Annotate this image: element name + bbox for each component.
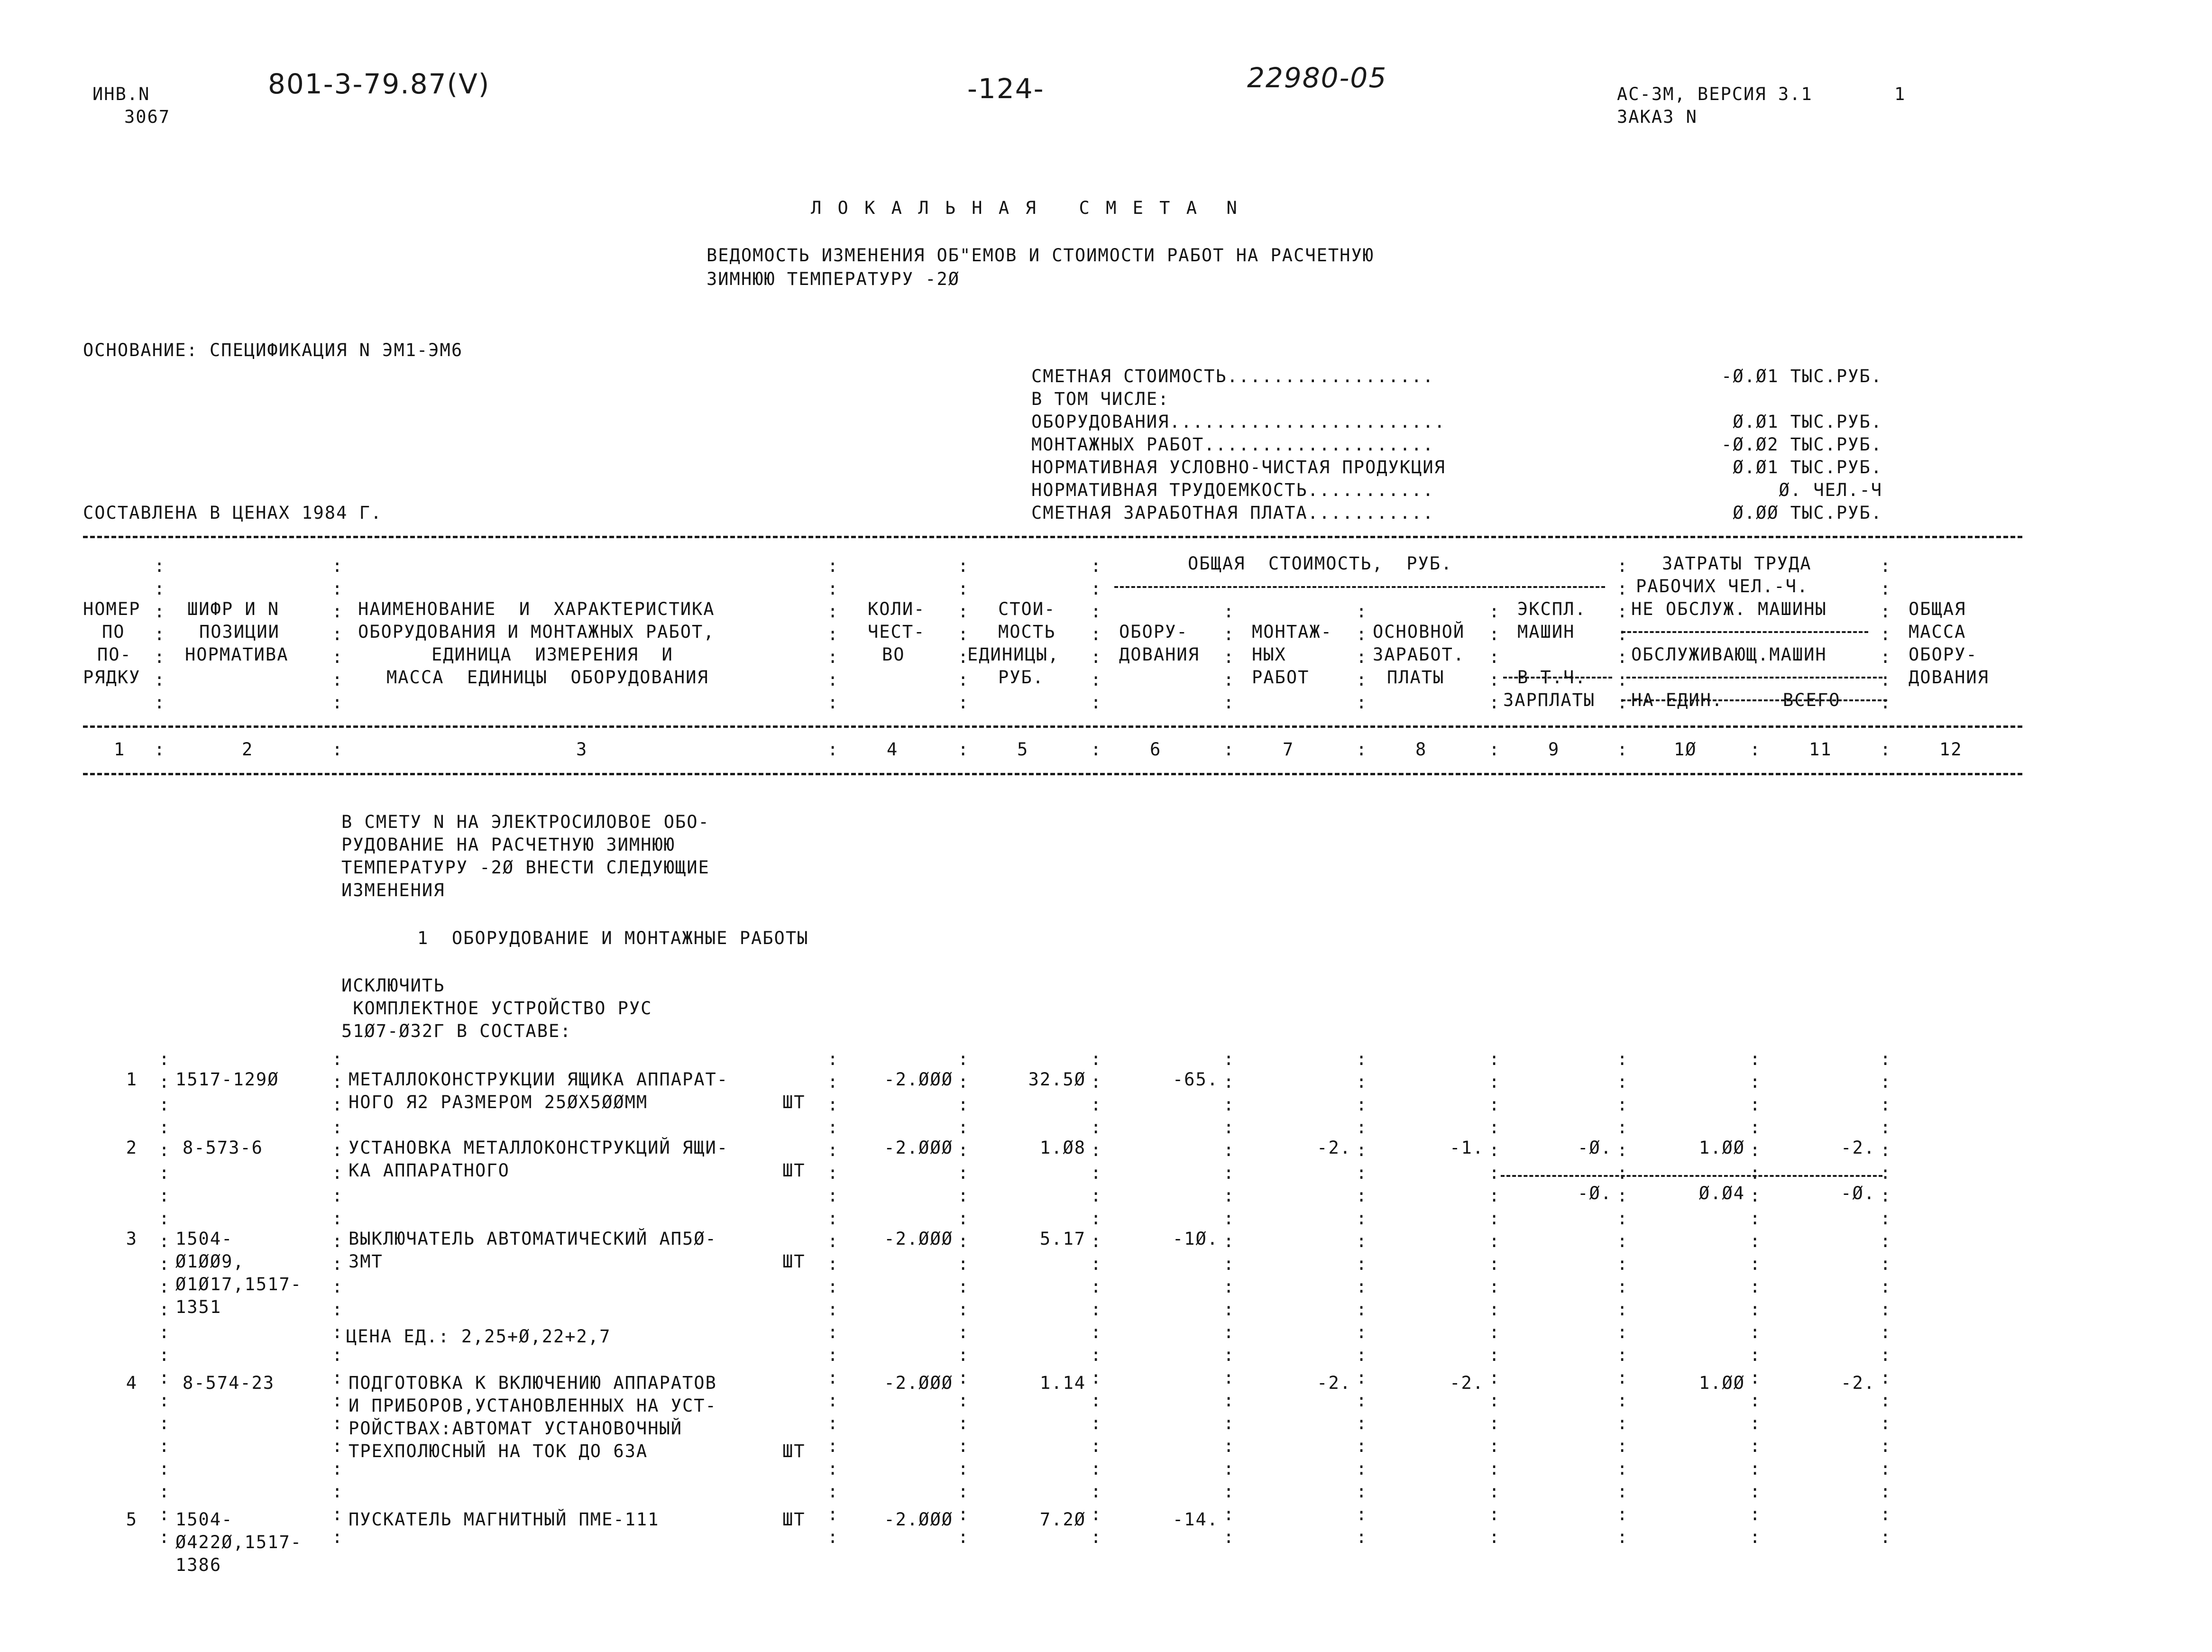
col-separator: : : : : :: [1489, 601, 1501, 713]
row-unit: ШТ: [782, 1251, 806, 1272]
col-separator: :: [1356, 739, 1368, 760]
row-equipment-cost: -1Ø.: [1172, 1229, 1219, 1249]
row-number: 4: [126, 1373, 138, 1393]
col8-header: ПЛАТЫ: [1387, 667, 1445, 688]
row-code: 1386: [175, 1555, 222, 1575]
summary-value: -Ø.Ø1 ТЫС.РУБ.: [1721, 366, 1882, 386]
col1-header: ПО: [102, 622, 125, 642]
col11-header: ВСЕГО: [1783, 690, 1841, 710]
column-number: 9: [1548, 739, 1560, 760]
row-base-wage: -2.: [1450, 1373, 1484, 1393]
row-number: 3: [126, 1229, 138, 1249]
row-code: 1504-: [175, 1229, 233, 1249]
column-number: 4: [887, 739, 899, 760]
col-separator: :: [332, 739, 344, 760]
col-separator: : : : : : : :: [958, 556, 970, 713]
col5-header: МОСТЬ: [998, 622, 1056, 642]
col-separator: :: [1223, 739, 1235, 760]
row-quantity: -2.ØØØ: [884, 1138, 953, 1158]
col9-header: В Т.Ч.: [1517, 667, 1587, 688]
col-separator: : : : : :: [1223, 601, 1235, 713]
row-unit: ШТ: [782, 1441, 806, 1461]
row-unit-price: 1.Ø8: [1039, 1138, 1086, 1158]
row-unit-price: 5.17: [1039, 1229, 1086, 1249]
row-number: 1: [126, 1069, 138, 1090]
row-quantity: -2.ØØØ: [884, 1373, 953, 1393]
col7-header: РАБОТ: [1252, 667, 1310, 688]
summary-label: МОНТАЖНЫХ РАБОТ....................: [1031, 434, 1434, 455]
row-unit-price: 1.14: [1039, 1373, 1086, 1393]
row-name: УСТАНОВКА МЕТАЛЛОКОНСТРУКЦИЙ ЯЩИ-: [349, 1138, 729, 1158]
row-labor-total: -2.: [1841, 1373, 1875, 1393]
table-header-bottom-rule: [83, 725, 2022, 728]
inventory-number: 3067: [124, 107, 171, 127]
row-code: 1504-: [175, 1509, 233, 1530]
col-separator: :: [1750, 739, 1762, 760]
row-unit-price: 32.5Ø: [1028, 1069, 1086, 1090]
row-unit-price: 7.2Ø: [1039, 1509, 1086, 1530]
col-separator: :: [1091, 739, 1102, 760]
row-code: 1517-129Ø: [175, 1069, 279, 1090]
handwritten-doc-number: 801-3-79.87(V): [268, 68, 490, 100]
labor-sub-rule: [1626, 677, 1882, 679]
col6-header: ОБОРУ-: [1119, 622, 1188, 642]
cost-group-header: ОБЩАЯ СТОИМОСТЬ, РУБ.: [1188, 553, 1453, 574]
col-separator: : : : : : : :: [1091, 556, 1102, 713]
col8-header: ОСНОВНОЙ: [1373, 622, 1465, 642]
labor-group-header: РАБОЧИХ ЧЕЛ.-Ч.: [1636, 576, 1809, 597]
col-separator: : : : : : : :: [154, 556, 166, 713]
col4-header: ВО: [882, 644, 905, 665]
column-numbers-bottom-rule: [83, 773, 2022, 775]
row-code: 8-573-6: [183, 1138, 263, 1158]
intro-line: В СМЕТУ N НА ЭЛЕКТРОСИЛОВОЕ ОБО-: [341, 812, 710, 832]
col-separator: : : : : : : :: [827, 556, 839, 713]
col9-header: ЗАРПЛАТЫ: [1503, 690, 1596, 710]
exclude-line: КОМПЛЕКТНОЕ УСТРОЙСТВО РУС: [341, 998, 652, 1019]
col3-header: НАИМЕНОВАНИЕ И ХАРАКТЕРИСТИКА: [358, 599, 715, 619]
row-equipment-cost: -65.: [1172, 1069, 1219, 1090]
col4-header: КОЛИ-: [868, 599, 926, 619]
col-separator: : : : : : : : : : : : : : : : : : : : : : :: [958, 1049, 970, 1547]
col12-header: ДОВАНИЯ: [1909, 667, 1989, 688]
col-separator: : : : : : : : : : : : : : : : : : : : : : :: [1489, 1049, 1501, 1547]
row-name: ПУСКАТЕЛЬ МАГНИТНЫЙ ПМЕ-111: [349, 1509, 660, 1530]
row-name: МЕТАЛЛОКОНСТРУКЦИИ ЯЩИКА АППАРАТ-: [349, 1069, 729, 1090]
col12-header: МАССА: [1909, 622, 1966, 642]
col-separator: :: [958, 739, 970, 760]
col1-header: ПО-: [97, 644, 132, 665]
col-separator: :: [1617, 739, 1629, 760]
row-unit: ШТ: [782, 1092, 806, 1112]
col-separator: : : : : : : : : : : : : : : : : : : : : : :: [1750, 1049, 1762, 1547]
column-number: 5: [1017, 739, 1029, 760]
col7-header: МОНТАЖ-: [1252, 622, 1332, 642]
col12-header: ОБЩАЯ: [1909, 599, 1966, 619]
col12-header: ОБОРУ-: [1909, 644, 1978, 665]
intro-line: РУДОВАНИЕ НА РАСЧЕТНУЮ ЗИМНЮЮ: [341, 835, 676, 855]
col-separator: : : : : : : : : : : : : : : : : : : : : : :: [1223, 1049, 1235, 1547]
summary-label: НОРМАТИВНАЯ УСЛОВНО-ЧИСТАЯ ПРОДУКЦИЯ: [1031, 457, 1446, 477]
summary-label: СМЕТНАЯ СТОИМОСТЬ..................: [1031, 366, 1434, 386]
column-number: 7: [1283, 739, 1294, 760]
col-separator: : : : : : : : : : : : : : : : : : : : : : :: [1356, 1049, 1368, 1547]
row-name: ТРЕХПОЛЮСНЫЙ НА ТОК ДО 63А: [349, 1441, 648, 1461]
exclude-line: 51Ø7-Ø32Г В СОСТАВЕ:: [341, 1021, 572, 1041]
column-number: 1: [114, 739, 126, 760]
row-quantity: -2.ØØØ: [884, 1509, 953, 1530]
row-price-note: ЦЕНА ЕД.: 2,25+Ø,22+2,7: [346, 1326, 611, 1347]
row-installation-cost: -2.: [1317, 1373, 1351, 1393]
col6-header: ДОВАНИЯ: [1119, 644, 1200, 665]
handwritten-stamp-number: 22980-05: [1247, 62, 1387, 94]
row-labor-total: -2.: [1841, 1138, 1875, 1158]
row-unit: ШТ: [782, 1509, 806, 1530]
col-separator: :: [1489, 739, 1501, 760]
column-number: 2: [242, 739, 254, 760]
row-name: 3МТ: [349, 1251, 383, 1272]
col3-header: МАССА ЕДИНИЦЫ ОБОРУДОВАНИЯ: [386, 667, 709, 688]
summary-value: Ø.Ø1 ТЫС.РУБ.: [1733, 457, 1882, 477]
intro-line: ИЗМЕНЕНИЯ: [341, 880, 445, 900]
row-machine-cost: -Ø.: [1578, 1138, 1612, 1158]
col-separator: : : : : : : : : : : : : : : : : : : : : : :: [1617, 1049, 1629, 1547]
row-code: 1351: [175, 1297, 222, 1317]
col-separator: : : : : :: [1356, 601, 1368, 713]
program-page: 1: [1894, 84, 1906, 104]
summary-label: В ТОМ ЧИСЛЕ:: [1031, 389, 1170, 409]
row-name: ПОДГОТОВКА К ВКЛЮЧЕНИЮ АППАРАТОВ: [349, 1373, 717, 1393]
col5-header: ЕДИНИЦЫ,: [967, 644, 1060, 665]
summary-value: -Ø.Ø2 ТЫС.РУБ.: [1721, 434, 1882, 455]
row-machine-labor-per-unit: Ø.Ø4: [1698, 1183, 1745, 1203]
col2-header: ШИФР И N: [187, 599, 280, 619]
intro-line: ТЕМПЕРАТУРУ -2Ø ВНЕСТИ СЛЕДУЮЩИЕ: [341, 857, 710, 878]
column-number: 12: [1939, 739, 1963, 760]
row-number: 2: [126, 1138, 138, 1158]
row-installation-cost: -2.: [1317, 1138, 1351, 1158]
labor-sub-rule: [1622, 631, 1868, 633]
col2-header: ПОЗИЦИИ: [199, 622, 280, 642]
summary-value: Ø.ØØ ТЫС.РУБ.: [1733, 503, 1882, 523]
col2-header: НОРМАТИВА: [185, 644, 289, 665]
row-unit: ШТ: [782, 1160, 806, 1181]
column-number: 1Ø: [1674, 739, 1697, 760]
labor-sub-header: ОБСЛУЖИВАЮЩ.МАШИН: [1631, 644, 1827, 665]
row-code: 8-574-23: [183, 1373, 275, 1393]
col9-header: ЭКСПЛ.: [1517, 599, 1587, 619]
col1-header: РЯДКУ: [83, 667, 141, 688]
row-code: Ø1ØØ9,: [175, 1251, 245, 1272]
summary-label: НОРМАТИВНАЯ ТРУДОЕМКОСТЬ...........: [1031, 480, 1434, 500]
row-quantity: -2.ØØØ: [884, 1229, 953, 1249]
col-separator: : : : : : : : : : : : : : : : : : : : : : :: [159, 1049, 171, 1547]
col-separator: : : : : : : :: [332, 556, 344, 713]
column-number: 6: [1150, 739, 1162, 760]
summary-value: Ø.Ø1 ТЫС.РУБ.: [1733, 412, 1882, 432]
summary-value: Ø. ЧЕЛ.-Ч: [1779, 480, 1882, 500]
prices-year-line: СОСТАВЛЕНА В ЦЕНАХ 1984 Г.: [83, 503, 383, 523]
row-code: Ø422Ø,1517-: [175, 1532, 303, 1552]
row-labor-per-unit: 1.ØØ: [1698, 1373, 1745, 1393]
col8-header: ЗАРАБОТ.: [1373, 644, 1465, 665]
row-code: Ø1Ø17,1517-: [175, 1274, 303, 1294]
col3-header: ОБОРУДОВАНИЯ И МОНТАЖНЫХ РАБОТ,: [358, 622, 715, 642]
column-number: 8: [1415, 739, 1427, 760]
col5-header: СТОИ-: [998, 599, 1056, 619]
col9-header: МАШИН: [1517, 622, 1575, 642]
col-separator: : : : : : : :: [1617, 556, 1629, 713]
page-number: -124-: [967, 73, 1045, 105]
row-base-wage: -1.: [1450, 1138, 1484, 1158]
document-subtitle-line1: ВЕДОМОСТЬ ИЗМЕНЕНИЯ ОБ"ЕМОВ И СТОИМОСТИ РАБОТ НА РАСЧЕТНУЮ: [707, 245, 1375, 266]
col-separator: :: [1880, 739, 1892, 760]
col-separator: : : : : : : : : : : : : : : : : : : : : : :: [827, 1049, 839, 1547]
row-equipment-cost: -14.: [1172, 1509, 1219, 1530]
col10-header: НА ЕДИН.: [1631, 690, 1724, 710]
program-version: АС-3М, ВЕРСИЯ 3.1: [1617, 84, 1813, 104]
exclude-line: ИСКЛЮЧИТЬ: [341, 975, 445, 996]
table-top-rule: [83, 536, 2022, 538]
col1-header: НОМЕР: [83, 599, 141, 619]
col-separator: :: [827, 739, 839, 760]
row-name: РОЙСТВАХ:АВТОМАТ УСТАНОВОЧНЫЙ: [349, 1418, 683, 1439]
document-subtitle-line2: ЗИМНЮЮ ТЕМПЕРАТУРУ -2Ø: [707, 269, 960, 289]
cost-group-rule: [1114, 586, 1605, 588]
inventory-label: ИНВ.N: [92, 84, 150, 104]
col3-header: ЕДИНИЦА ИЗМЕРЕНИЯ И: [431, 644, 673, 665]
row-name: И ПРИБОРОВ,УСТАНОВЛЕННЫХ НА УСТ-: [349, 1395, 717, 1416]
col-separator: : : : : : : : : : : : : : : : : : : : : : :: [1091, 1049, 1102, 1547]
section-title: 1 ОБОРУДОВАНИЕ И МОНТАЖНЫЕ РАБОТЫ: [417, 928, 809, 948]
row-machine-labor-total: -Ø.: [1841, 1183, 1875, 1203]
summary-label: ОБОРУДОВАНИЯ........................: [1031, 412, 1446, 432]
row-machine-wage: -Ø.: [1578, 1183, 1612, 1203]
basis-line: ОСНОВАНИЕ: СПЕЦИФИКАЦИЯ N ЭМ1-ЭМ6: [83, 340, 463, 360]
column-number: 3: [576, 739, 588, 760]
row-name: ВЫКЛЮЧАТЕЛЬ АВТОМАТИЧЕСКИЙ АП5Ø-: [349, 1229, 717, 1249]
row-labor-per-unit: 1.ØØ: [1698, 1138, 1745, 1158]
col-separator: : : : : : : : : : : : : : : : : : : : : : :: [1880, 1049, 1892, 1547]
summary-label: СМЕТНАЯ ЗАРАБОТНАЯ ПЛАТА...........: [1031, 503, 1434, 523]
labor-sub-header: НЕ ОБСЛУЖ. МАШИНЫ: [1631, 599, 1827, 619]
document-title: Л О К А Л Ь Н А Я С М Е Т А N: [811, 198, 1240, 218]
col-separator: :: [154, 739, 166, 760]
row-sub-rule: [1501, 1175, 1882, 1177]
column-number: 11: [1809, 739, 1832, 760]
labor-group-header: ЗАТРАТЫ ТРУДА: [1662, 553, 1812, 574]
col5-header: РУБ.: [998, 667, 1045, 688]
row-name: НОГО Я2 РАЗМЕРОМ 25ØХ5ØØММ: [349, 1092, 648, 1112]
col-separator: : : : : : : :: [1880, 556, 1892, 713]
col-separator: : : : : : : : : : : : : : : : : : : : : : :: [332, 1049, 344, 1547]
col7-header: НЫХ: [1252, 644, 1286, 665]
row-number: 5: [126, 1509, 138, 1530]
row-name: КА АППАРАТНОГО: [349, 1160, 510, 1181]
row-quantity: -2.ØØØ: [884, 1069, 953, 1090]
order-label: ЗАКАЗ N: [1617, 107, 1698, 127]
col4-header: ЧЕСТ-: [868, 622, 926, 642]
